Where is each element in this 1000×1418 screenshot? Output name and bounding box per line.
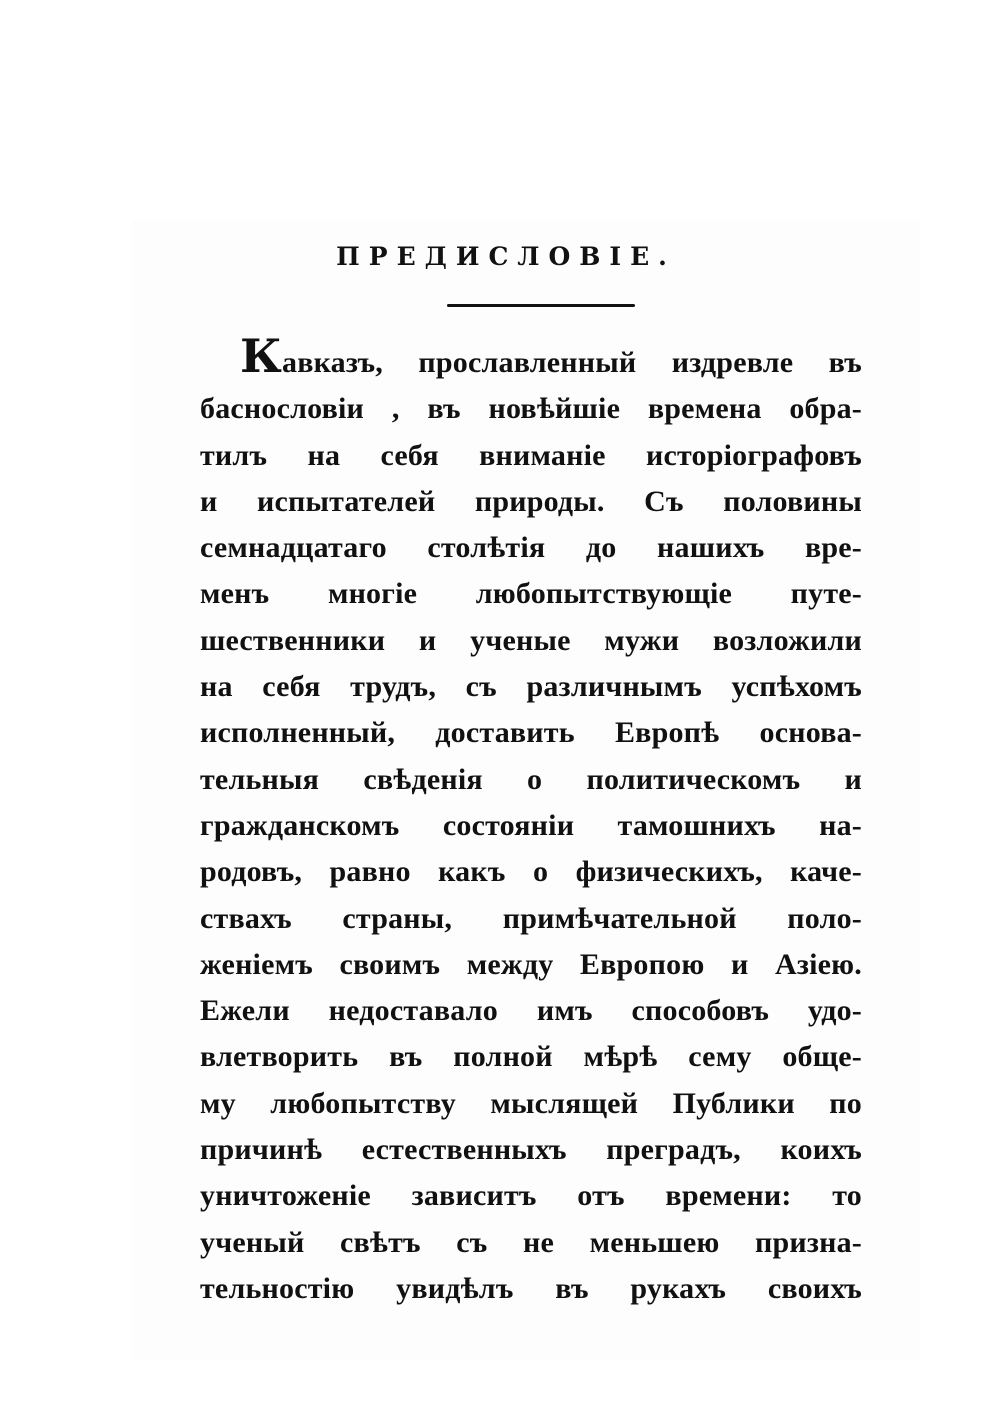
page-heading: ПРЕДИСЛОВІЕ.	[336, 242, 676, 271]
text-line: шественники и ученые мужи возложили	[200, 623, 862, 657]
text-line: баснословіи , въ новѣйшіе времена обра-	[200, 392, 862, 426]
text-line: влетворить въ полной мѣрѣ сему обще-	[200, 1040, 862, 1074]
text-line-content: авказъ, прославленный издревле въ	[282, 346, 862, 379]
text-line: семнадцатаго столѣтія до нашихъ вре-	[200, 531, 862, 565]
text-line: тельныя свѣденія о политическомъ и	[200, 762, 862, 796]
text-line: менъ многіе любопытствующіе путе-	[200, 577, 862, 611]
text-line: Ежели недоставало имъ способовъ удо-	[200, 994, 862, 1028]
text-line: родовъ, равно какъ о физическихъ, каче-	[200, 855, 862, 889]
text-line: тельностію увидѣлъ въ рукахъ своихъ	[200, 1271, 862, 1305]
heading-divider-rule	[447, 304, 635, 307]
text-line: гражданскомъ состояніи тамошнихъ на-	[200, 808, 862, 842]
text-line: и испытателей природы. Съ половины	[200, 484, 862, 518]
text-line	[200, 329, 862, 386]
text-line: женіемъ своимъ между Европою и Азіею.	[200, 947, 862, 981]
text-line: ученый свѣтъ съ не меньшею призна-	[200, 1225, 862, 1259]
preface-body	[200, 329, 862, 1312]
text-line: исполненный, доставить Европѣ основа-	[200, 716, 862, 750]
dropcap-letter: К	[240, 329, 283, 383]
text-line: ствахъ страны, примѣчательной поло-	[200, 901, 862, 935]
text-line: причинѣ естественныхъ преградъ, коихъ	[200, 1133, 862, 1167]
text-line: уничтоженіе зависитъ отъ времени: то	[200, 1179, 862, 1213]
text-line: му любопытству мыслящей Публики по	[200, 1086, 862, 1120]
text-line: на себя трудъ, съ различнымъ успѣхомъ	[200, 670, 862, 704]
text-line: тилъ на себя вниманіе исторіографовъ	[200, 438, 862, 472]
